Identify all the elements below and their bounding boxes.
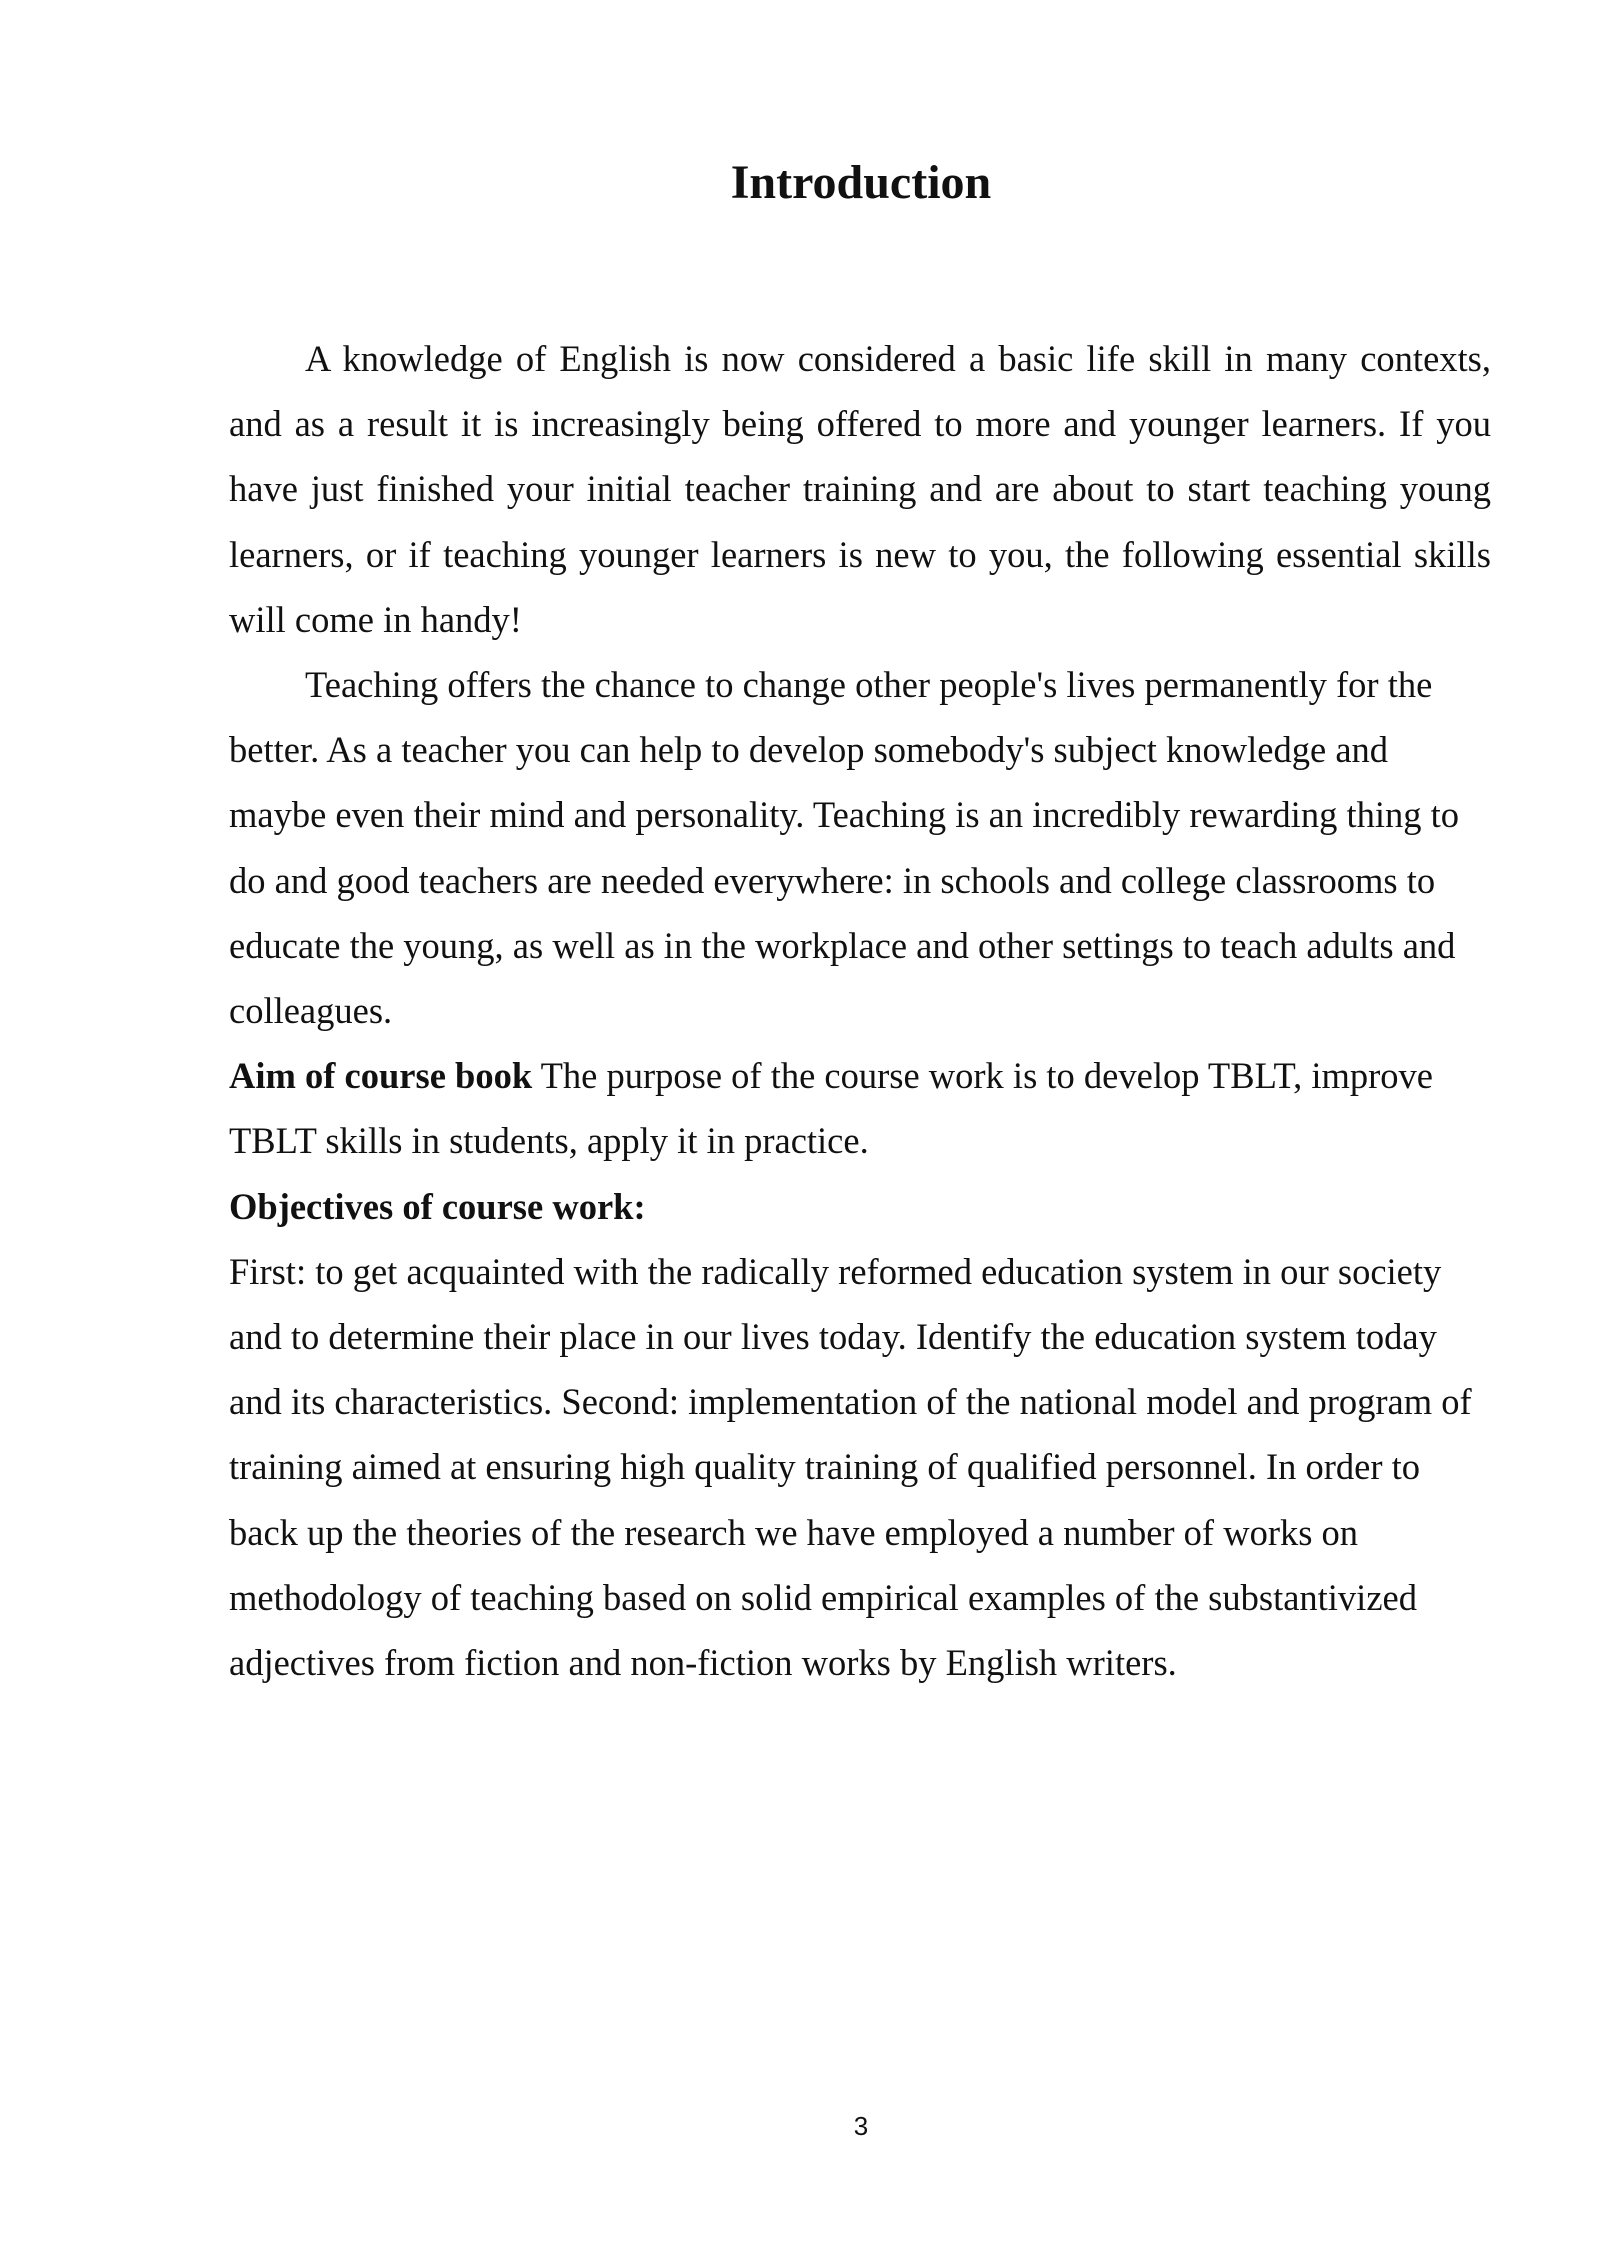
aim-paragraph <box>229 1043 1491 1173</box>
page-title: Introduction <box>730 156 992 209</box>
intro-paragraph-1: A knowledge of English is now considered a basic life skill in many contexts, and as a result it is increasingly being offered to more and younger learners. If you have just finished your initial teacher training and are about to start teaching young learners, or if teaching younger learners is new to you, the following essential skills will come in handy! <box>229 338 1491 640</box>
objectives-heading: Objectives of course work: <box>229 1185 646 1227</box>
body-text <box>229 326 1491 1695</box>
objectives-paragraph: First: to get acquainted with the radically reformed education system in our society and to determine their place in our lives today. Identify the education system today and its characteristics. Second: implementation of the national model and program of training aimed at ensuring high quality training of qualified personnel. In order to back up the theories of the research we have employed a number of works on methodology of teaching based on solid empirical examples of the substantivized adjectives from fiction and non-fiction works by English writers. <box>229 1250 1472 1684</box>
page-number: 3 <box>853 2111 869 2141</box>
aim-text: The purpose of the course work is to develop TBLT, improve TBLT skills in students, apply it in practice. <box>229 1055 1433 1162</box>
intro-paragraph-2: Teaching offers the chance to change other people's lives permanently for the better. As a teacher you can help to develop somebody's subject knowledge and maybe even their mind and personality. Teaching is an incredibly rewarding thing to do and good teachers are needed everywhere: in schools and college classrooms to educate the young, as well as in the workplace and other settings to teach adults and colleagues. <box>229 664 1459 1032</box>
aim-label: Aim of course book <box>229 1055 533 1097</box>
